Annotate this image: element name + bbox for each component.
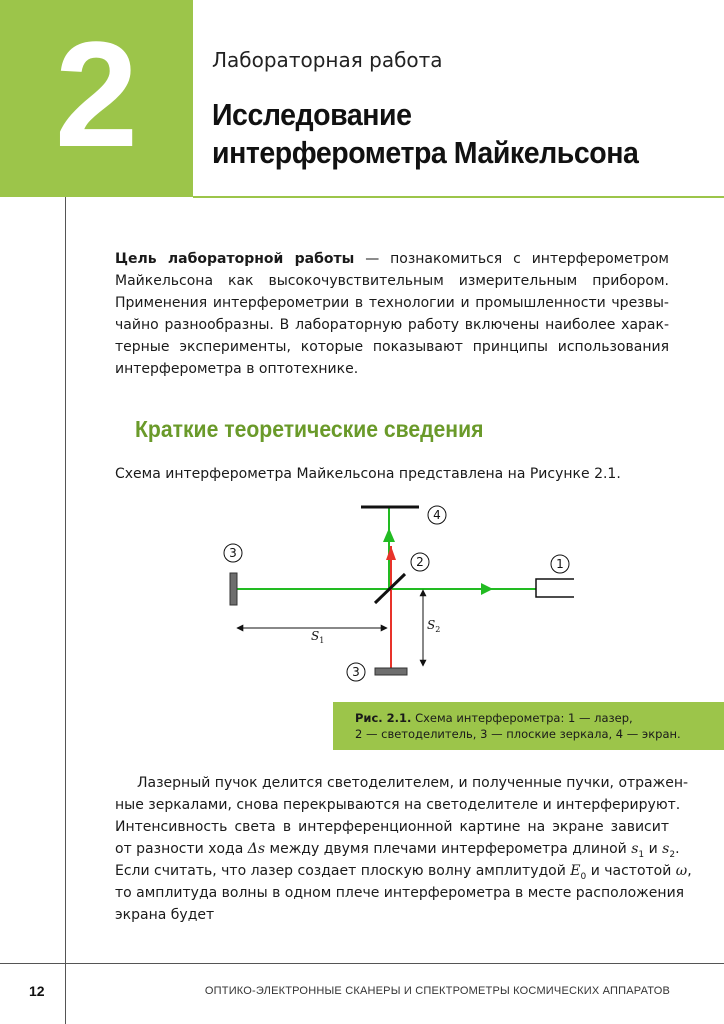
e0-sub: 0 <box>580 871 587 882</box>
body-l4-and: и <box>644 841 663 857</box>
s2-sub: 2 <box>669 849 676 860</box>
green-arrow-right <box>481 583 493 595</box>
mirror-bottom <box>375 668 407 675</box>
body-l5-end: , <box>687 863 692 879</box>
goal-line-2: Майкельсона как высокочувствительным измерительным прибором. <box>115 273 669 289</box>
body-line-1: Лазерный пучок делится светоделителем, и полученные пучки, отражен- <box>137 775 689 791</box>
section-heading: Краткие теоретические сведения <box>135 416 484 442</box>
s2-var: s <box>662 841 670 857</box>
margin-rule <box>65 197 66 1024</box>
footer-rule <box>0 963 724 964</box>
label-1 <box>551 555 569 573</box>
running-footer: ОПТИКО-ЭЛЕКТРОННЫЕ СКАНЕРЫ И СПЕКТРОМЕТРЫ КОСМИЧЕСКИХ АППАРАТОВ <box>204 985 670 997</box>
body-line-2: ные зеркалами, снова перекрываются на светоделителе и интерферируют. <box>115 797 681 813</box>
goal-line-6: интерферометра в оптотехнике. <box>115 361 359 377</box>
figure-caption <box>355 710 681 742</box>
body-l5-b: и частотой <box>586 863 676 879</box>
mirror-left <box>230 573 237 605</box>
goal-line-5: терные эксперименты, которые показывают принципы использования <box>115 339 669 355</box>
body-l4-end: . <box>675 841 680 857</box>
delta-s: Δs <box>247 841 266 857</box>
body-line-4 <box>115 838 680 860</box>
goal-paragraph <box>115 248 669 380</box>
caption-text-1: Схема интерферометра: 1 — лазер, <box>411 711 633 725</box>
figure-caption-box <box>333 702 724 750</box>
svg-text:3: 3 <box>229 546 237 560</box>
svg-text:1: 1 <box>556 557 564 571</box>
chapter-title-line-1: Исследование <box>212 97 412 132</box>
michelson-diagram <box>215 498 585 690</box>
svg-text:2: 2 <box>416 555 424 569</box>
caption-figure-number: Рис. 2.1. <box>355 711 412 725</box>
chapter-number-box <box>0 0 193 197</box>
s2-label: $S_2$ <box>427 618 441 634</box>
body-line-7: экрана будет <box>115 907 215 923</box>
goal-text-1: — познакомиться с интерферометром <box>354 251 669 267</box>
body-l4-b: между двумя плечами интерферометра длиной <box>265 841 632 857</box>
caption-line-1 <box>355 710 681 726</box>
label-3-bottom <box>347 663 365 681</box>
header-rule <box>193 196 724 198</box>
lab-work-label: Лабораторная работа <box>212 48 443 72</box>
goal-bold: Цель лабораторной работы <box>115 251 355 267</box>
chapter-title <box>212 96 638 172</box>
body-l5-a: Если считать, что лазер создает плоскую волну амплитудой <box>115 863 571 879</box>
page-number: 12 <box>29 983 45 999</box>
caption-line-2: 2 — светоделитель, 3 — плоские зеркала, 4 — экран. <box>355 727 681 741</box>
label-3-left <box>224 544 242 562</box>
goal-line-1 <box>115 248 669 270</box>
chapter-title-line-2: интерферометра Майкельсона <box>212 135 639 170</box>
svg-text:3: 3 <box>352 665 360 679</box>
body-paragraph <box>115 772 692 926</box>
body-line-6: то амплитуда волны в одном плече интерферометра в месте расположения <box>115 885 685 901</box>
green-arrow-up <box>383 528 395 542</box>
omega-var: ω <box>675 863 688 879</box>
label-4 <box>428 506 446 524</box>
body-l4-a: от разности хода <box>115 841 248 857</box>
body-line-5 <box>115 860 692 882</box>
label-2 <box>411 553 429 571</box>
goal-line-4: чайно разнообразны. В лабораторную работу включены наиболее харак- <box>115 317 669 333</box>
figure-intro: Схема интерферометра Майкельсона представлена на Рисунке 2.1. <box>115 466 621 482</box>
goal-line-3: Применения интерферометрии в технологии и промышленности чрезвы- <box>115 295 669 311</box>
body-line-3: Интенсивность света в интерференционной картине на экране зависит <box>115 819 669 835</box>
s1-sub: 1 <box>638 849 645 860</box>
s1-label: $S_1$ <box>311 629 325 645</box>
laser-body <box>536 579 574 597</box>
svg-text:4: 4 <box>433 508 441 522</box>
chapter-number: 2 <box>54 10 139 178</box>
red-arrow-up <box>386 546 396 560</box>
s1-var: s <box>631 841 639 857</box>
e0-var: E <box>570 863 581 879</box>
